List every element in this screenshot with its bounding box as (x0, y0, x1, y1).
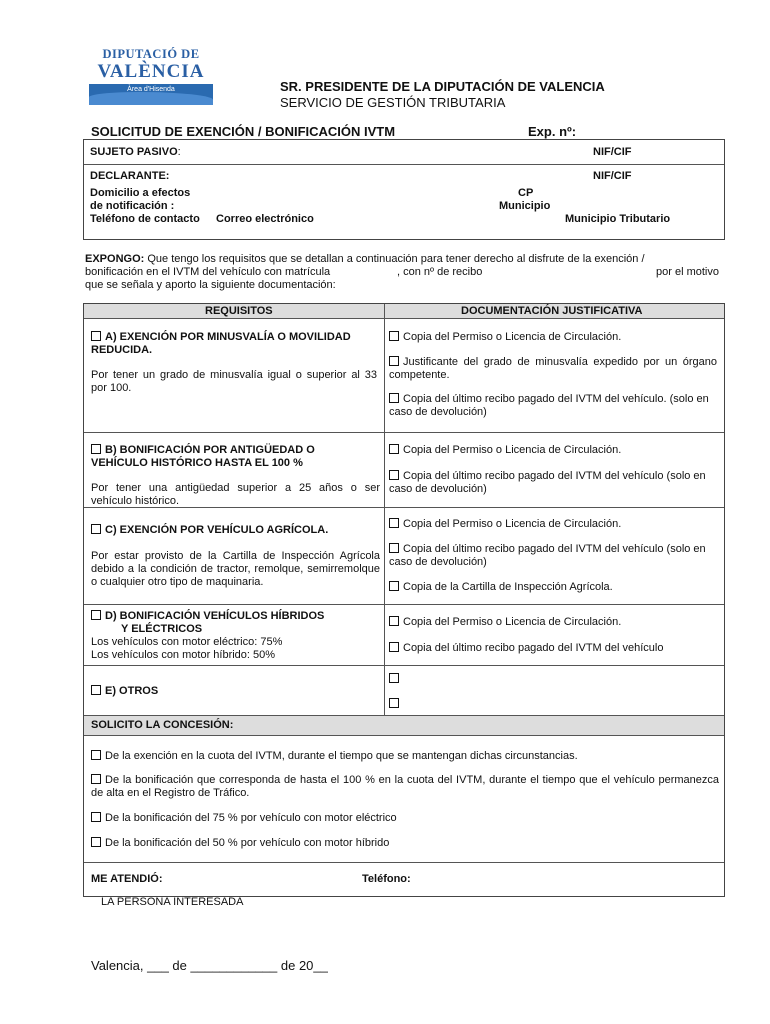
solicito-checkbox-3[interactable] (91, 812, 101, 822)
col-documentacion: DOCUMENTACIÓN JUSTIFICATIVA (461, 305, 643, 317)
correo-label: Correo electrónico (216, 213, 314, 225)
doc-checkbox[interactable] (389, 356, 399, 366)
logo-line2: VALÈNCIA (97, 61, 205, 82)
municipio-label: Municipio (499, 200, 551, 212)
me-atendio-label: ME ATENDIÓ: (91, 873, 163, 885)
option-b-checkbox[interactable] (91, 444, 101, 454)
option-d-text2: Los vehículos con motor híbrido: 50% (91, 649, 276, 661)
doc-checkbox[interactable] (389, 581, 399, 591)
doc-checkbox[interactable] (389, 698, 399, 708)
diputacio-logo (89, 46, 213, 105)
solicito-opt3: De la bonificación del 75 % por vehículo con motor eléctrico (91, 812, 719, 825)
doc-checkbox[interactable] (389, 470, 399, 480)
solicito-opt4: De la bonificación del 50 % por vehículo con motor híbrido (91, 837, 719, 850)
solicito-opt1: De la exención en la cuota del IVTM, durante el tiempo que se mantengan dichas circunstancias. (91, 750, 719, 763)
logo-line3: Àrea d'Hisenda (127, 86, 175, 93)
option-c-checkbox[interactable] (91, 524, 101, 534)
col-requisitos: REQUISITOS (205, 305, 273, 317)
cp-label: CP (518, 187, 534, 199)
option-a-doc1: Copia del Permiso o Licencia de Circulación. (389, 331, 717, 344)
date-line: Valencia, ___ de ____________ de 20__ (91, 958, 328, 973)
option-d-text1: Los vehículos con motor eléctrico: 75% (91, 636, 283, 648)
header-title: SR. PRESIDENTE DE LA DIPUTACIÓN DE VALENCIA (280, 79, 605, 94)
doc-checkbox[interactable] (389, 616, 399, 626)
doc-checkbox[interactable] (389, 518, 399, 528)
option-d-doc2: Copia del último recibo pagado del IVTM del vehículo (389, 642, 717, 655)
option-b-doc1: Copia del Permiso o Licencia de Circulación. (389, 444, 717, 457)
solicito-label: SOLICITO LA CONCESIÓN: (91, 719, 234, 731)
option-c-title: C) EXENCIÓN POR VEHÍCULO AGRÍCOLA. (91, 524, 381, 537)
persona-interesada-label: LA PERSONA INTERESADA (101, 896, 244, 908)
option-a-doc3: Copia del último recibo pagado del IVTM del vehículo. (solo en caso de devolución) (389, 393, 709, 418)
telefono-label: Teléfono: (362, 873, 411, 885)
solicito-checkbox-2[interactable] (91, 774, 101, 784)
option-d-title: D) BONIFICACIÓN VEHÍCULOS HÍBRIDOS Y ELÉCTRICOS (91, 610, 381, 636)
declarante-label: DECLARANTE: (90, 170, 170, 182)
exp-label: Exp. nº: (528, 124, 577, 139)
doc-checkbox[interactable] (389, 543, 399, 553)
option-d-checkbox[interactable] (91, 610, 101, 620)
expongo-line3: que se señala y aporto la siguiente documentación: (85, 279, 336, 291)
option-a-checkbox[interactable] (91, 331, 101, 341)
header-subtitle: SERVICIO DE GESTIÓN TRIBUTARIA (280, 95, 506, 110)
logo-line1: DIPUTACIÓ DE (102, 47, 200, 61)
nif-label-2: NIF/CIF (593, 170, 632, 182)
nif-label-1: NIF/CIF (593, 146, 632, 158)
solicito-opt2: De la bonificación que corresponda de hasta el 100 % en la cuota del IVTM, durante el tiempo que el vehículo permanezca de alta en el Registro de Tráfico. (91, 774, 719, 799)
sujeto-pasivo-label: SUJETO PASIVO: (90, 146, 181, 158)
domicilio-label-1: Domicilio a efectos (90, 187, 191, 199)
option-b-doc2: Copia del último recibo pagado del IVTM del vehículo (solo en caso de devolución) (389, 470, 706, 495)
doc-checkbox[interactable] (389, 444, 399, 454)
option-e-doc2 (389, 698, 403, 711)
option-c-doc1: Copia del Permiso o Licencia de Circulación. (389, 518, 717, 531)
option-a-text: Por tener un grado de minusvalía igual o superior al 33 por 100. (91, 369, 377, 394)
option-b-title: B) BONIFICACIÓN POR ANTIGÜEDAD O VEHÍCULO HISTÓRICO HASTA EL 100 % (91, 444, 315, 469)
expongo-line2a: bonificación en el IVTM del vehículo con matrícula (85, 266, 331, 278)
expongo-line2b: , con nº de recibo (397, 266, 483, 278)
option-b-text: Por tener una antigüedad superior a 25 años o ser vehículo histórico. (91, 482, 380, 507)
option-a-doc2: Justificante del grado de minusvalía expedido por un órgano competente. (389, 356, 717, 381)
solicito-checkbox-4[interactable] (91, 837, 101, 847)
expongo-paragraph: EXPONGO: Que tengo los requisitos que se detallan a continuación para tener derecho al disfrute de la exención / (85, 253, 645, 265)
doc-checkbox[interactable] (389, 673, 399, 683)
option-c-doc2: Copia del último recibo pagado del IVTM del vehículo (solo en caso de devolución) (389, 543, 706, 568)
option-a-title: A) EXENCIÓN POR MINUSVALÍA O MOVILIDAD REDUCIDA. (91, 331, 351, 356)
option-c-doc3: Copia de la Cartilla de Inspección Agrícola. (389, 581, 717, 594)
doc-checkbox[interactable] (389, 393, 399, 403)
option-c-text: Por estar provisto de la Cartilla de Inspección Agrícola debido a la condición de tractor, remolque, semirremolque o cualquier otro tipo de maquinaria. (91, 550, 380, 588)
expongo-line2c: por el motivo (656, 266, 719, 278)
option-d-doc1: Copia del Permiso o Licencia de Circulación. (389, 616, 717, 629)
option-e-title: E) OTROS (91, 685, 158, 698)
doc-checkbox[interactable] (389, 331, 399, 341)
municipio-tributario-label: Municipio Tributario (565, 213, 671, 225)
doc-checkbox[interactable] (389, 642, 399, 652)
form-title: SOLICITUD DE EXENCIÓN / BONIFICACIÓN IVTM (91, 124, 396, 139)
solicito-checkbox-1[interactable] (91, 750, 101, 760)
domicilio-label-2: de notificación : (90, 200, 175, 212)
option-e-doc1 (389, 673, 403, 686)
telefono-contacto-label: Teléfono de contacto (90, 213, 200, 225)
option-e-checkbox[interactable] (91, 685, 101, 695)
